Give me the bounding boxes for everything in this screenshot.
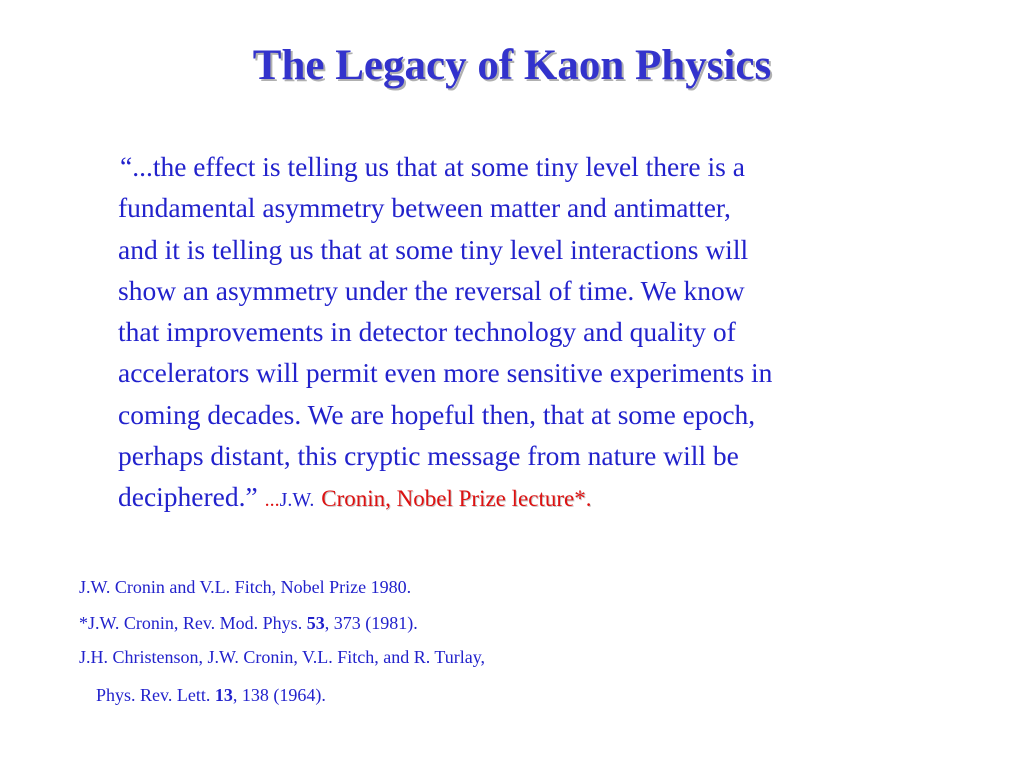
reference-volume: 13 (214, 685, 233, 705)
attribution-prefix: ... (264, 489, 280, 512)
quote-line: perhaps distant, this cryptic message from nature will be (118, 440, 739, 472)
reference-text: *J.W. Cronin, Rev. Mod. Phys. (79, 613, 307, 633)
references (79, 572, 979, 705)
attribution-source: Cronin, Nobel Prize lecture*. (321, 486, 592, 512)
reference-pages: , 138 (1964). (232, 685, 326, 705)
quote-line: coming decades. We are hopeful then, that at some epoch, (118, 398, 756, 430)
quote-line: “...the effect is telling us that at some tiny level there is a (120, 151, 745, 182)
reference-volume: 53 (306, 613, 325, 633)
quote-block (118, 146, 938, 522)
quote-last-line (118, 476, 938, 521)
reference-nobel-prize: J.W. Cronin and V.L. Fitch, Nobel Prize 1980. (79, 577, 412, 597)
quote-line: that improvements in detector technology and quality of (118, 316, 736, 348)
reference-pages: , 373 (1981). (324, 613, 418, 633)
quote-line: fundamental asymmetry between matter and antimatter, (118, 192, 731, 224)
attribution-name: J.W. (279, 489, 315, 512)
quote-line: accelerators will permit even more sensitive experiments in (118, 357, 773, 389)
quote-line: and it is telling us that at some tiny level interactions will (118, 233, 749, 265)
reference-phys-rev-lett (79, 685, 979, 705)
reference-authors: J.H. Christenson, J.W. Cronin, V.L. Fitch, and R. Turlay, (79, 647, 486, 667)
reference-rev-mod-phys (79, 613, 979, 633)
slide-title: The Legacy of Kaon Physics (252, 42, 772, 89)
quote-last-text: deciphered.” (118, 481, 258, 513)
reference-text: Phys. Rev. Lett. (96, 685, 215, 705)
quote-line: show an asymmetry under the reversal of time. We know (118, 274, 745, 306)
